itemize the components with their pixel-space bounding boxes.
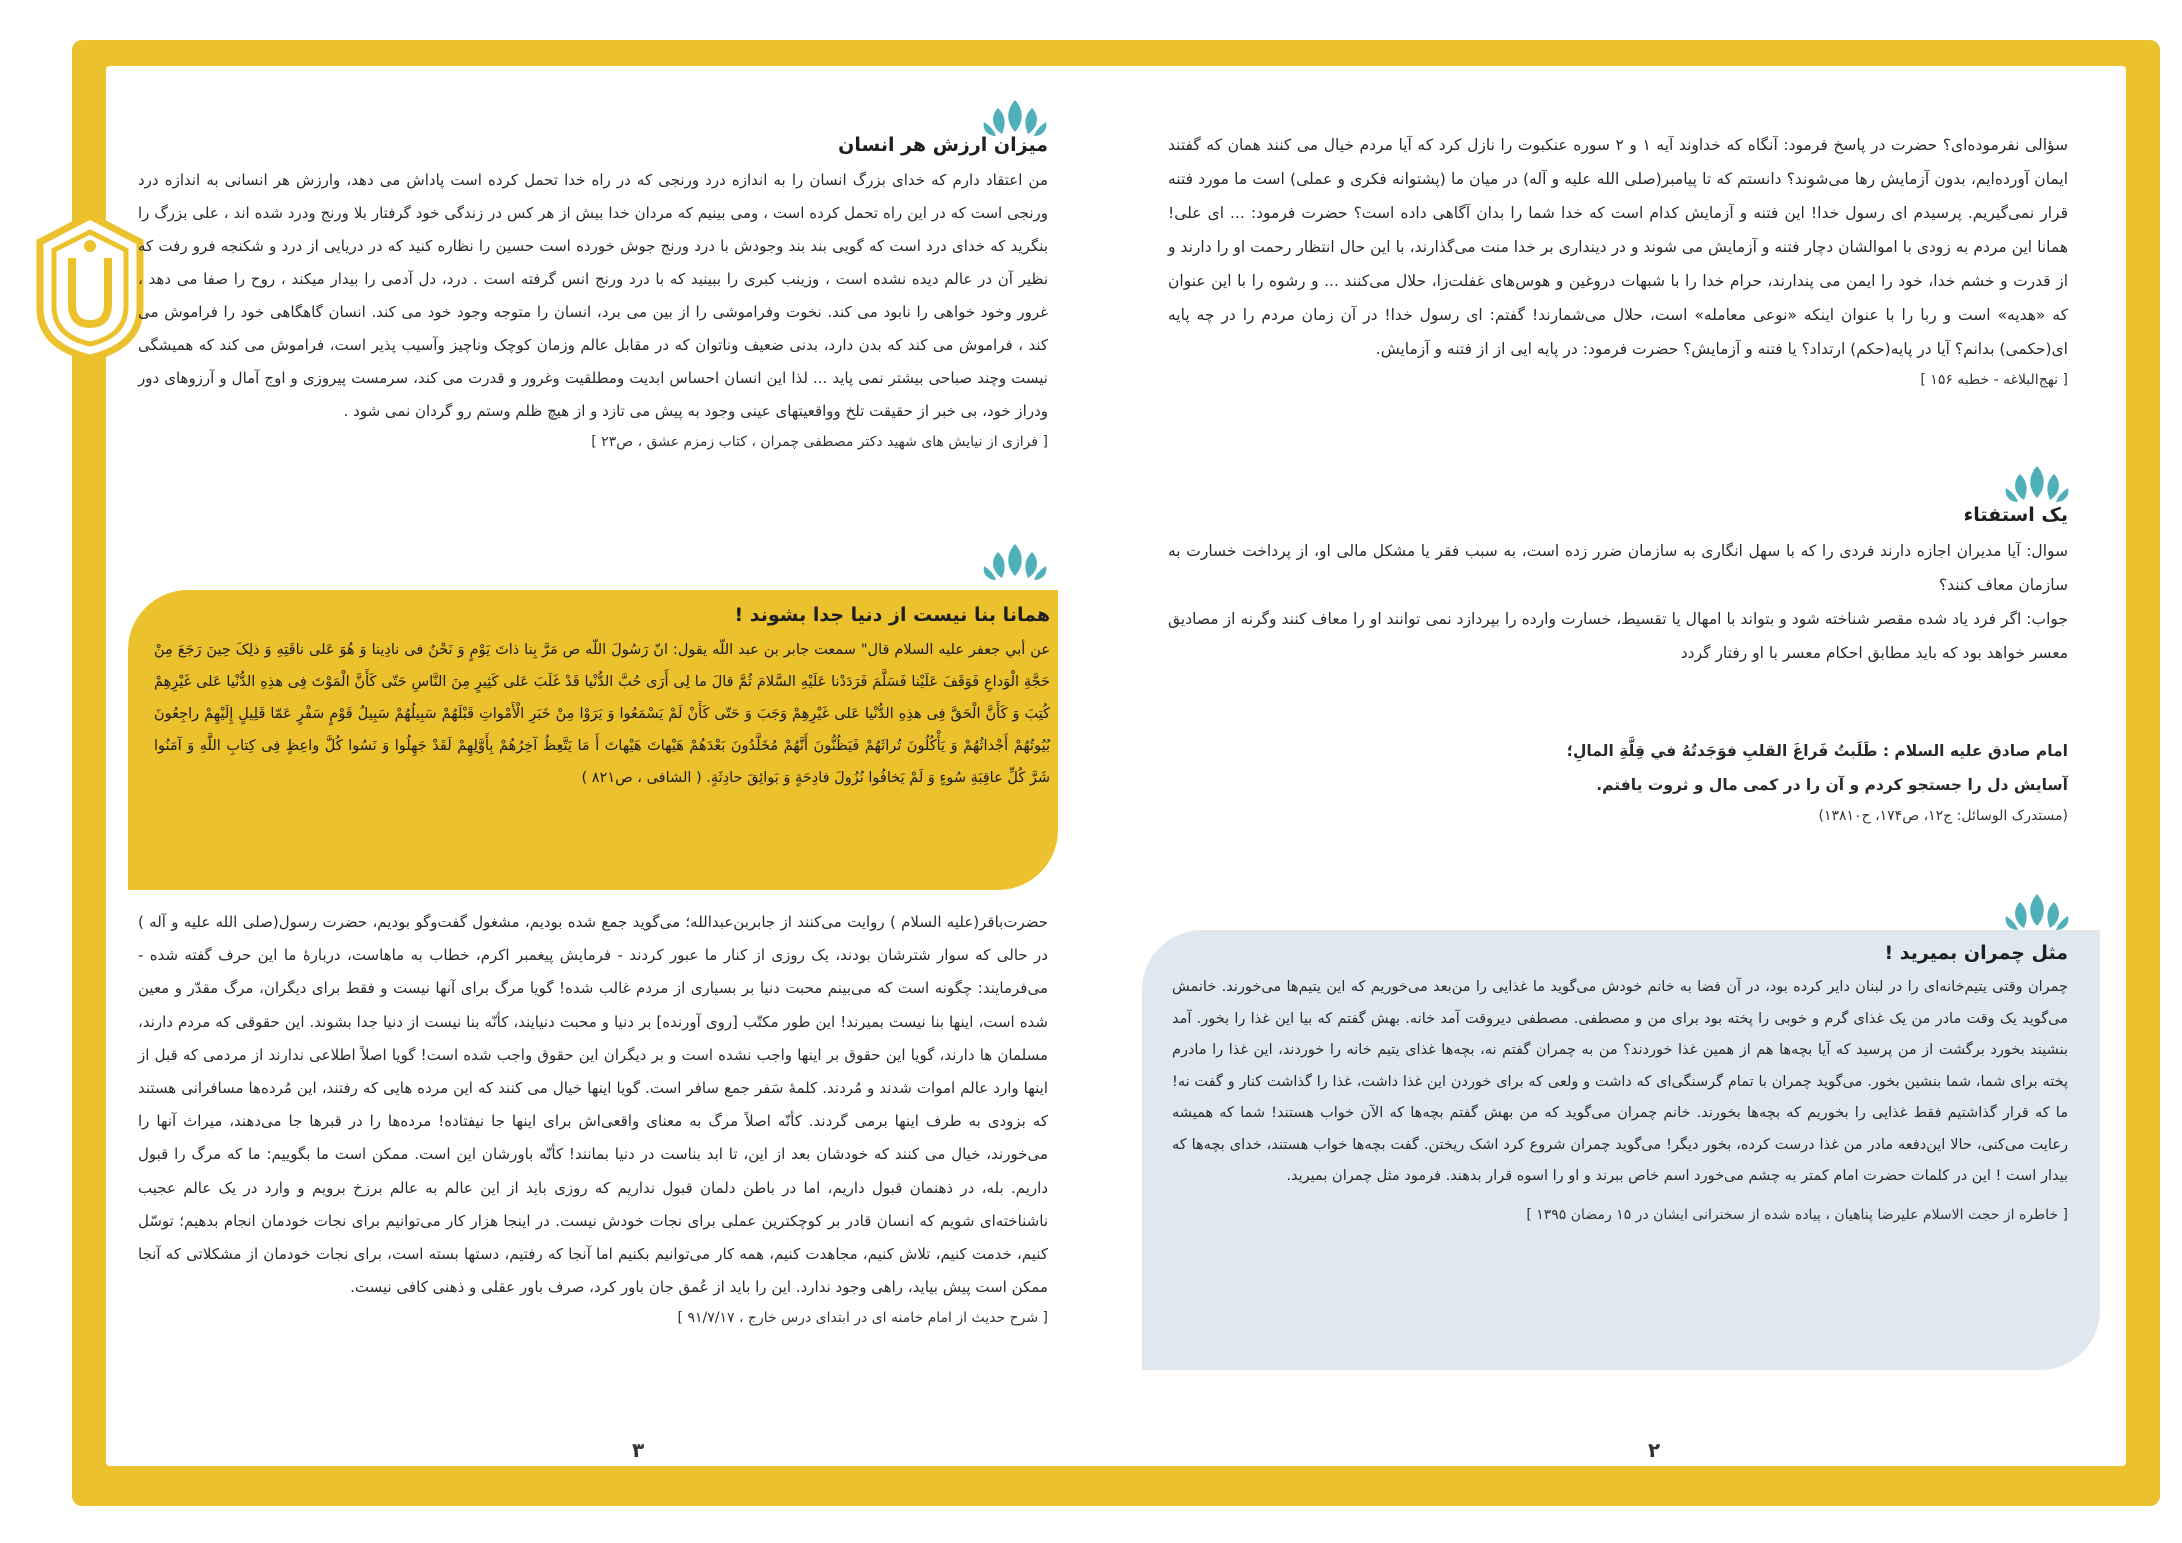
istifta-section xyxy=(1168,504,2068,670)
explain-source: [ شرح حدیث از امام خامنه ای در ابتدای درس خارج ، ۹۱/۷/۱۷ ] xyxy=(677,1310,1048,1327)
intro-source: [ نهج‌البلاغه - خطبه ۱۵۶ ] xyxy=(1920,372,2068,388)
hadith-arabic: امام صادق علیه السلام : طَلَبتُ فَراغَ القلبِ فوَجَدتُهُ في قِلَّةِ المالِ؛ xyxy=(1566,742,2068,760)
dunya-title: همانا بنا نیست از دنیا جدا بشوند ! xyxy=(734,604,1050,626)
page-number-left: ۳ xyxy=(632,1438,645,1462)
worth-source: [ فرازی از نیایش های شهید دکتر مصطفی چمران ، کتاب زمزم عشق ، ص۲۳ ] xyxy=(591,434,1048,450)
floral-ornament-icon xyxy=(1998,890,2076,932)
story-section xyxy=(1172,942,2068,1223)
istifta-answer: جواب: اگر فرد یاد شده مقصر شناخته شود و بتواند با امهال یا تقسیط، خسارت وارده را بپردازد نمی توانند او را معاف کنند وگرنه از مصادیق معسر خواهد بود که باید مطابق احکام معسر با او رفتار گردد xyxy=(1168,610,2068,662)
story-title: مثل چمران بمیرید ! xyxy=(1884,942,2068,964)
explain-section xyxy=(138,906,1048,1326)
page-number-right: ۲ xyxy=(1648,1438,1661,1462)
intro-section xyxy=(1168,128,2068,388)
dunya-arabic-text: عن أبي جعفر علیه السلام قال" سمعت جابر بن عبد اللّه یقول: انّ رَسُولَ اللّه ص مَرَّ بِنا ذاتَ یَوْمٍ وَ نَحْنُ فی نادِینا وَ هُوَ عَلی ناقَتِهِ وَ ذلِکَ حِینَ رَجَعَ مِنْ حَجَّةِ الْوَداعِ فَوَقَفَ عَلَیْنا فَسَلَّمَ فَرَدَدْنا عَلَیْهِ السَّلامَ ثُمَّ قالَ ما لِی أَرَی حُبَّ الدُّنْیا قَدْ غَلَبَ عَلی کَثِیرٍ مِنَ النَّاسِ حَتّی کَأَنَّ الْمَوْتَ فِی هذِهِ الدُّنْیا عَلی غَیْرِهِمْ کُتِبَ وَ کَأَنَّ الْحَقَّ فِی هذِهِ الدُّنْیا عَلی غَیْرِهِمْ وَجَبَ وَ حَتّی کَأَنْ لَمْ یَسْمَعُوا وَ یَرَوْا مِنْ خَبَرِ الْأَمْواتِ قَبْلَهُمْ سَبِیلُهُمْ سَبِیلُ قَوْمٍ سَفْرٍ عَمّا قَلِیلٍ إِلَیْهِمْ راجِعُونَ بُیُوتُهُمْ أَجْداثُهُمْ وَ یَأْکُلُونَ تُراثَهُمْ فَیَظُنُّونَ أَنَّهُمْ مُخَلَّدُونَ بَعْدَهُمْ هَیْهاتَ هَیْهاتَ أَ مَا یَتَّعِظُ آخِرُهُمْ بِأَوَّلِهِمْ لَقَدْ جَهِلُوا وَ نَسُوا کُلَّ واعِظٍ فِی کِتابِ اللَّهِ وَ آمَنُوا شَرَّ کُلِّ عاقِبَةِ سُوءٍ وَ لَمْ یَخافُوا نُزُولَ فادِحَةٍ وَ بَوائِقَ حادِثَةٍ. ( الشافی ، ص۸۲۱ ) xyxy=(154,642,1050,786)
istifta-title: یک استفتاء xyxy=(1963,504,2068,526)
story-text: چمران وقتی یتیم‌خانه‌ای را در لبنان دایر کرده بود، در آن فضا به خانم خودش می‌گوید ما غذایی را من‌بعد می‌خوریم که این یتیم‌ها می‌خورند. خانمش می‌گوید یک وقت مادر من یک غذای گرم و خوبی را پخته بود برای من و مصطفی. مصطفی دیروقت آمد خانه. بهش گفتم که بیا این غذا را بخور. آمد بنشیند بخورد برگشت از من پرسید که آیا بچه‌ها هم از همین غذا خوردند؟ من به چمران گفتم نه، بچه‌ها غذای یتیم خانه را خوردند، این غذا را مادرم پخته برای شما، شما بنشین بخور. می‌گوید چمران با تمام گرسنگی‌ای که داشت و ولعی که برای خوردن این غذا داشت، غذا را گذاشت کنار و گفت نه! ما که قرار گذاشتیم فقط غذایی را بخوریم که بچه‌ها بخورند. خانم چمران می‌گوید که من بهش گفتم بچه‌ها که الآن خواب هستند! شما که همیشه رعایت می‌کنی، حالا این‌دفعه مادر من غذا درست کرده، بخور دیگر! می‌گوید چمران شروع کرد اشک ریختن. گفت بچه‌ها خواب هستند، خدای بچه‌ها که بیدار است ! این در کلمات حضرت امام کمتر به چشم می‌خورد اسم خاص ببرند و او را اسوه قرار بدهند. فرمود مثل چمران بمیرید. xyxy=(1172,979,2068,1184)
side-title-text: نشریه معرفتی بصیرتی دوره نسیجه نجات بخش xyxy=(77,388,101,852)
istifta-question: سوال: آیا مدیران اجازه دارند فردی را که با سهل انگاری به سازمان ضرر زده است، به سبب فقر یا مشکل مالی او، از پرداخت خسارت به سازمان معاف کنند؟ xyxy=(1168,542,2068,594)
worth-title: میزان ارزش هر انسان xyxy=(838,134,1048,156)
floral-ornament-icon xyxy=(976,96,1054,138)
worth-text: من اعتقاد دارم که خدای بزرگ انسان را به اندازه درد ورنجی که در راه خدا تحمل کرده است پاداش می دهد، وارزش هر انسانی به اندازه درد ورنجی است که در این راه تحمل کرده است ، ومی بینیم که مردان خدا بیش از هر کس در زندگی خود گرفتار بلا ورنج ودرد شده اند ، علی بزرگ را بنگرید که خدای درد است که گویی بند بند وجودش با درد ورنج جوش خورده است حسین را نظاره کنید که در دریایی از درد و شکنجه فرو رفت که نظیر آن در عالم دیده نشده است ، وزینب کبری را ببینید که با درد ورنج انس گرفته است . درد، دل آدمی را بیدار میکند ، روح را صفا می دهد ، غرور وخود خواهی را نابود می کند. نخوت وفراموشی را از بین می برد، انسان را متوجه وجود خود می کند. انسان گاهگاهی خود را فراموش می کند ، فراموش می کند که بدن دارد، بدنی ضعیف وناتوان که در مقابل عالم وزمان کوچک وناچیز وآسیب پذیر است، فراموش می کند که همیشگی نیست وچند صباحی بیشتر نمی پاید ... لذا این انسان احساس ابدیت ومطلقیت وغرور و قدرت می کند، سرمست پیروزی و اوج آمال و آرزوهای دور ودراز خود، بی خبر از حقیقت تلخ وواقعیتهای عینی وجود به پیش می تازد و از هیچ ظلم وستم رو گردان نمی شود . xyxy=(138,171,1048,420)
intro-text: سؤالی نفرموده‌ای؟ حضرت در پاسخ فرمود: آنگاه که خداوند آیه ۱ و ۲ سوره عنکبوت را نازل کرد که آیا مردم خیال می کنند همان که گفتند ایمان آورده‌ایم، بدون آزمایش رها می‌شوند؟ دانستم که تا پیامبر(صلی الله علیه و آله) در میان ما (پشتوانه فکری و عملی) است ما مورد فتنه قرار نمی‌گیریم. پرسیدم ای رسول خدا! این فتنه و آزمایش کدام است که خدا شما را بدان آگاهی داده است؟ حضرت فرمود: ... ای علی! همانا این مردم به زودی با اموالشان دچار فتنه و آزمایش می شوند و در دینداری بر خدا منت می‌گذارند، با این حال انتظار رحمت او را دارند و از قدرت و خشم خدا، خود را ایمن می پندارند، حرام خدا را با شبهات دروغین و هوس‌های غفلت‌زا، حلال می‌کنند ... و رشوه را با این عنوان که «هدیه» است و ربا را با عنوان اینکه «نوعی معامله» است، حلال می‌شمارند! گفتم: ای رسول خدا! در آن زمان مردم را در چه پایه ای(حکمی) بدانم؟ آیا در پایه(حکم) ارتداد؟ یا فتنه و آزمایش؟ حضرت فرمود: در پایه ایی از از فتنه و آزمایش. xyxy=(1168,136,2068,358)
side-vertical-title xyxy=(72,380,106,860)
worth-section xyxy=(138,134,1048,450)
hadith-translation: آسایش دل را جستجو کردم و آن را در کمی مال و ثروت یافتم. xyxy=(1596,776,2068,794)
dunya-section xyxy=(154,604,1050,794)
floral-ornament-icon xyxy=(1998,462,2076,504)
story-source: [ خاطره از حجت الاسلام علیرضا پناهیان ، پیاده شده از سخنرانی ایشان در ۱۵ رمضان ۱۳۹۵ ] xyxy=(1526,1206,2068,1223)
explain-text: حضرت‌باقر(علیه السلام ) روایت می‌کنند از جابربن‌عبدالله؛ می‌گوید جمع شده بودیم، مشغول گفت‌وگو بودیم، حضرت رسول(صلی الله علیه و آله ) در حالی که سوار شترشان بودند، یک روزی از کنار ما عبور کردند - فرمایش پیغمبر اکرم، خطاب به ماهاست، دربارۀ ما این حرف گفته شده - می‌فرمایند: چگونه است که می‌بینم محبت دنیا بر بسیاری از مردم غالب شده! گویا مرگ برای آنها نیست و فقط برای دیگران، مرگ مقدّر و معین شده است، اینها بنا نیست بمیرند! این طور مکتّب [روی آورنده] بر دنیا و محبت دنیایند، کأنّه بنا نیست از دنیا جدا بشوند. این حقوقی که مردم دارند، مسلمان ها دارند، گویا این حقوق بر اینها واجب نشده است و بر دیگران این حقوق واجب شده است! گویا اصلاً اطلاعی ندارند از مردمی که قبل از اینها وارد عالم اموات شدند و مُردند. کلمۀ سَفر جمع سافر است. گویا اینها خیال می کنند که این مرده هایی که رفتند، این مُرده‌ها مسافرانی هستند که بزودی به طرف اینها برمی گردند. کأنّه اصلاً مرگ به معنای واقعی‌اش برای اینها جا نیفتاده! مرده‌ها را در قبرها جا می‌دهند، میراث آنها را می‌خورند، خیال می کنند که خودشان بعد از این، تا ابد بناست در دنیا بمانند! کأنّه باورشان این است. ممکن است ما بگوییم: ما که مرگ را قبول داریم. بله، در ذهنمان قبول داریم، اما در باطن دلمان قبول نداریم که روزی باید از این عالم به عالم برزخ برویم و وارد در یک عالم عجیب ناشناخته‌ای شویم که انسان قادر بر کوچکترین عملی برای نجات خودش نیست. در اینجا هزار کار می‌توانیم برای نجات خودمان انجام بدهیم؛ توسّل کنیم، خدمت کنیم، تلاش کنیم، مجاهدت کنیم، همه کار می‌توانیم بکنیم اما آنجا که رفتیم، دستها بسته است، برای نجات خودمان از مشکلاتی که آنجا ممکن است پیش بیاید، راهی وجود ندارد. این را باید از عُمق جان باور کرد، صرف باور عقلی و ذهنی کافی نیست. xyxy=(138,913,1048,1297)
publication-logo-icon xyxy=(32,212,148,362)
hadith-source: (مستدرک الوسائل: ج۱۲، ص۱۷۴، ح۱۳۸۱۰) xyxy=(1818,808,2068,824)
hadith-section xyxy=(1168,734,2068,824)
floral-ornament-icon xyxy=(976,540,1054,582)
